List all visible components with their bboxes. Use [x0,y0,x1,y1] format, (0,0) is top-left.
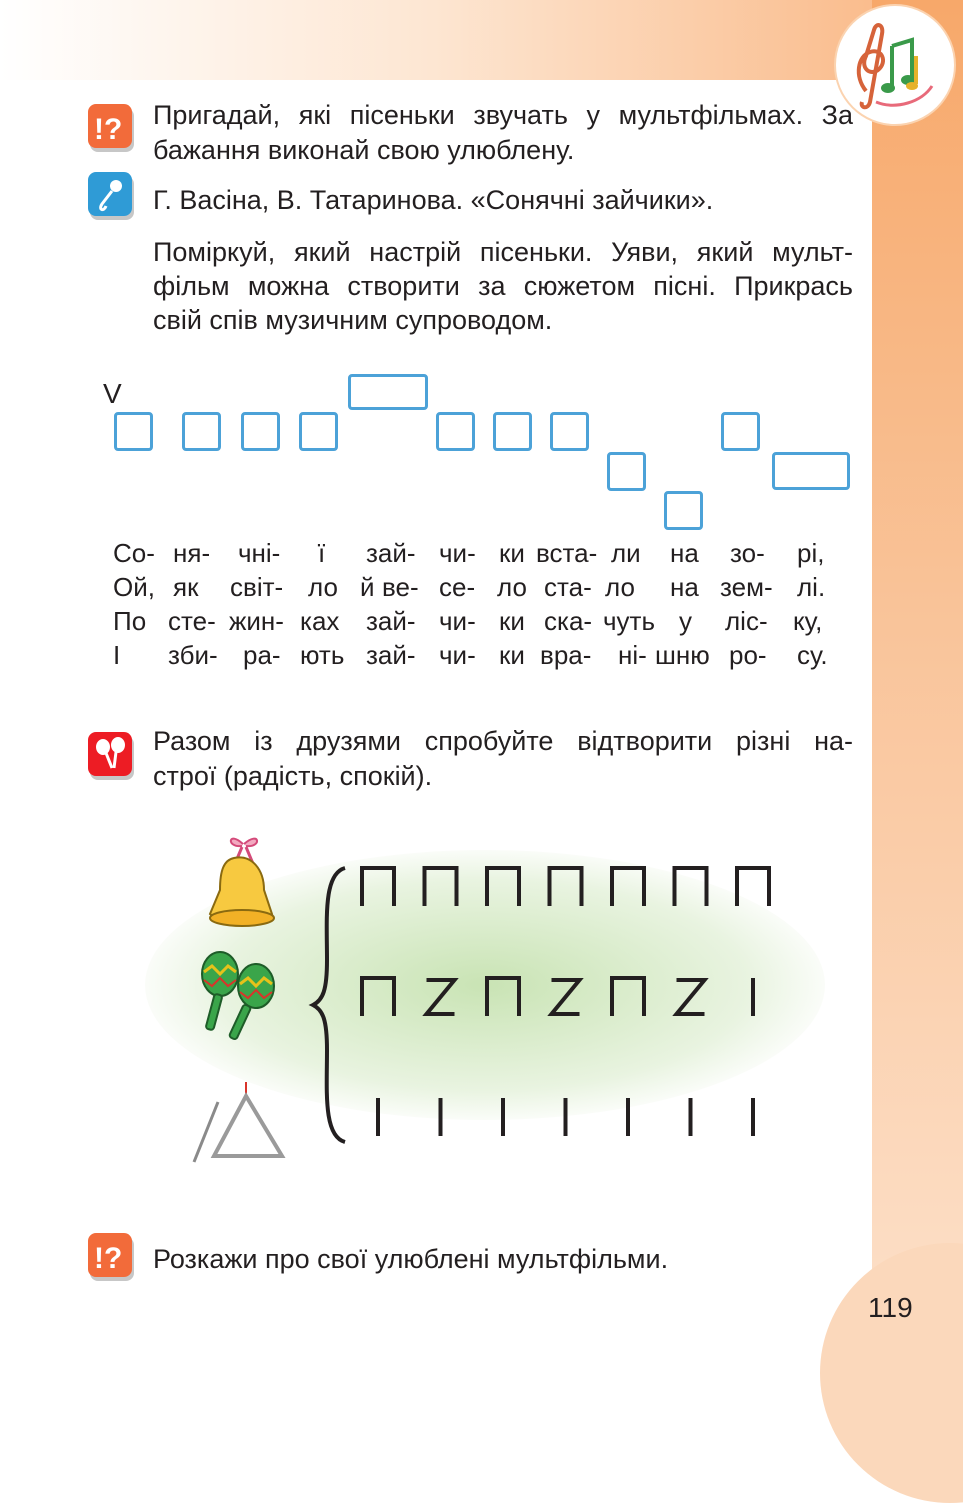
syllable: на [670,572,699,602]
syllable: ло [497,572,527,602]
syllable: І [113,640,121,670]
syllable: чи- [439,538,476,568]
microphone-icon [88,172,138,222]
question-exclamation-icon [88,1233,138,1283]
syllable: чи- [439,606,476,636]
page-number: 119 [868,1292,913,1323]
syllable: у [679,606,692,636]
syllable: ро- [729,640,767,670]
syllable: вра- [540,640,592,670]
syllable: ве- [382,572,419,602]
syllable: По [113,606,147,636]
syllable: чні- [238,538,281,568]
syllable: жин- [229,606,284,636]
melody-box [299,412,338,451]
syllable: зем- [720,572,773,602]
syllable: ло [605,572,635,602]
syllable: зай- [366,606,416,636]
right-decor-band [872,0,963,1394]
task2-para-line3: свій спів музичним супроводом. [153,305,553,335]
svg-text:!?: !? [94,1242,123,1275]
melody-box [664,491,703,530]
melody-box [493,412,532,451]
syllable: ліс- [725,606,768,636]
syllable: шню [655,640,710,670]
task1-line1: Пригадай, які пісеньки звучать у мультфільмах. За [153,100,853,130]
syllable: ло [308,572,338,602]
syllable: зай- [366,538,416,568]
triangle-icon [186,1078,286,1173]
syllable: ли [611,538,641,568]
syllable: й [360,572,375,602]
syllable: ста- [544,572,592,602]
song-title: Г. Васіна, В. Татаринова. «Сонячні зайчики». [153,185,714,215]
syllable: чи- [439,640,476,670]
syllable: ска- [544,606,593,636]
melody-box [241,412,280,451]
task3-line2: строї (радість, спокій). [153,761,433,791]
syllable: Ой, [113,572,155,602]
syllable: зай- [366,640,416,670]
syllable: вста- [536,538,598,568]
syllable: ки [499,606,525,636]
treble-clef-notes-logo [836,6,954,124]
breath-mark: V [103,378,122,409]
syllable: ня- [173,538,211,568]
syllable: ють [300,640,345,670]
maracas-icon [88,732,138,782]
melody-box [182,412,221,451]
melody-box-long [772,452,850,490]
page-corner-decor [820,1243,963,1503]
syllable: Со- [113,538,155,568]
task3-line1: Разом із друзями спробуйте відтворити різні на- [153,726,853,756]
syllable: лі. [797,572,826,602]
task2-para-line2: фільм можна створити за сюжетом пісні. Прикрась [153,271,853,301]
melody-box [114,412,153,451]
melody-box [607,452,646,491]
score-brace [305,860,355,1150]
syllable: се- [439,572,476,602]
melody-box [721,412,760,451]
syllable: ку, [793,606,823,636]
svg-text:!?: !? [94,113,123,146]
task4-line: Розкажи про свої улюблені мультфільми. [153,1244,669,1274]
syllable: су. [797,640,828,670]
syllable: зо- [730,538,765,568]
maracas-icon [196,948,286,1053]
syllable: ки [499,640,525,670]
syllable: чуть [603,606,655,636]
syllable: ра- [243,640,281,670]
melody-box [550,412,589,451]
syllable: ні- [618,640,647,670]
syllable: сте- [168,606,216,636]
syllable: ках [300,606,340,636]
syllable: світ- [230,572,284,602]
syllable: ї [318,538,326,568]
syllable: зби- [168,640,218,670]
task2-para-line1: Поміркуй, який настрій пісеньки. Уяви, який мульт- [153,237,853,267]
syllable: як [173,572,199,602]
melody-box-long [348,374,428,410]
question-exclamation-icon [88,104,138,154]
top-decor-band [0,0,963,80]
syllable: ки [499,538,525,568]
bell-icon [198,830,288,935]
melody-box [436,412,475,451]
syllable: рі, [797,538,825,568]
task1-line2: бажання виконай свою улюблену. [153,135,575,165]
syllable: на [670,538,699,568]
